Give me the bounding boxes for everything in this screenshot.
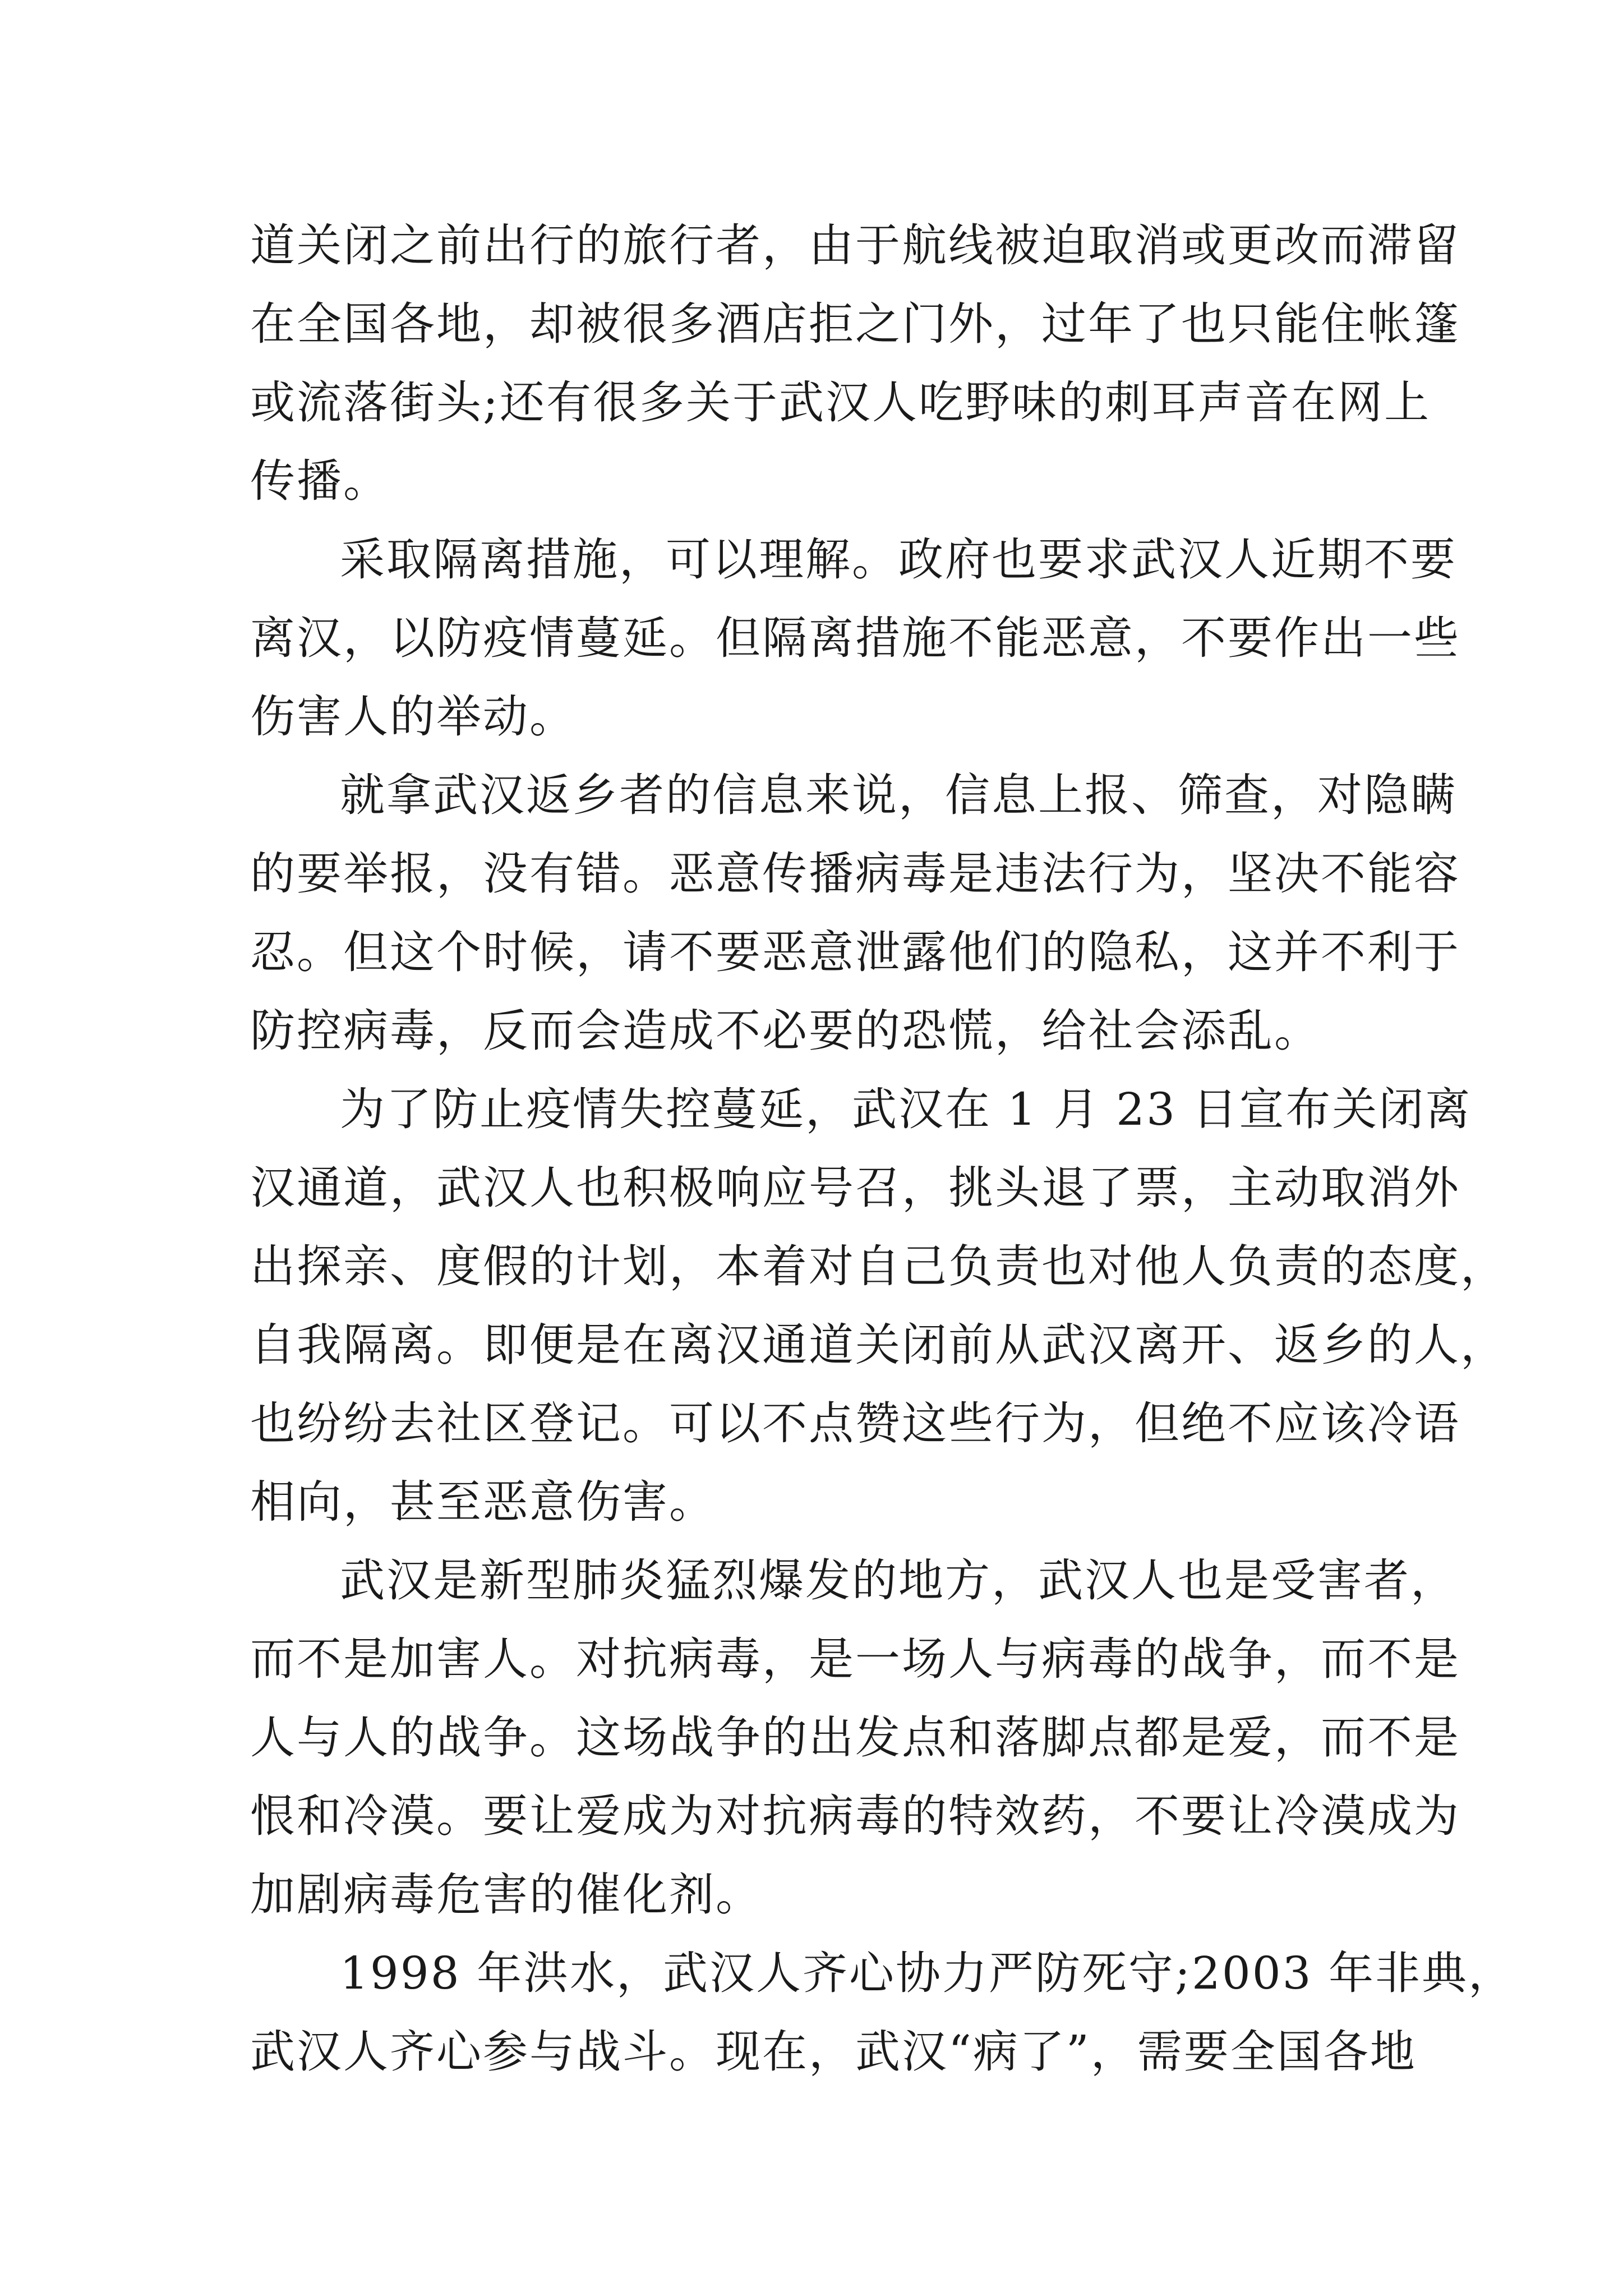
text-line: 采取隔离措施，可以理解。政府也要求武汉人近期不要 — [340, 533, 1457, 586]
document-body — [250, 206, 1515, 2091]
text-line: 也纷纷去社区登记。可以不点赞这些行为，但绝不应该冷语 — [250, 1397, 1460, 1450]
text-line: 在全国各地，却被很多酒店拒之门外，过年了也只能住帐篷 — [250, 298, 1460, 350]
text-line: 为了防止疫情失控蔓延，武汉在 1 月 23 日宣布关闭离 — [340, 1083, 1472, 1135]
text-line: 的要举报，没有错。恶意传播病毒是违法行为，坚决不能容 — [250, 848, 1460, 900]
text-line: 防控病毒，反而会造成不必要的恐慌，给社会添乱。 — [250, 1005, 1321, 1057]
paragraph — [250, 206, 1460, 521]
text-line: 恨和冷漠。要让爱成为对抗病毒的特效药，不要让冷漠成为 — [250, 1790, 1460, 1842]
text-line: 传播。 — [250, 455, 390, 507]
text-line: 武汉人齐心参与战斗。现在，武汉“病了”，需要全国各地 — [250, 2026, 1417, 2078]
paragraph — [250, 1934, 1515, 2091]
paragraph — [250, 756, 1460, 1070]
text-line: 加剧病毒危害的催化剂。 — [250, 1869, 762, 1921]
text-line: 或流落街头;还有很多关于武汉人吃野味的刺耳声音在网上 — [250, 376, 1431, 429]
text-line: 出探亲、度假的计划，本着对自己负责也对他人负责的态度， — [250, 1240, 1507, 1292]
text-line: 人与人的战争。这场战争的出发点和落脚点都是爱，而不是 — [250, 1711, 1460, 1764]
paragraph — [250, 1070, 1507, 1542]
text-line: 汉通道，武汉人也积极响应号召，挑头退了票，主动取消外 — [250, 1162, 1460, 1214]
text-line: 伤害人的举动。 — [250, 691, 576, 743]
text-line: 1998 年洪水，武汉人齐心协力严防死守;2003 年非典， — [340, 1947, 1515, 1999]
text-line: 离汉，以防疫情蔓延。但隔离措施不能恶意，不要作出一些 — [250, 612, 1460, 664]
text-line: 道关闭之前出行的旅行者，由于航线被迫取消或更改而滞留 — [250, 219, 1460, 272]
paragraph — [250, 1542, 1460, 1934]
text-line: 而不是加害人。对抗病毒，是一场人与病毒的战争，而不是 — [250, 1633, 1460, 1685]
text-line: 自我隔离。即便是在离汉通道关闭前从武汉离开、返乡的人， — [250, 1319, 1507, 1371]
paragraph — [250, 521, 1460, 756]
text-line: 忍。但这个时候，请不要恶意泄露他们的隐私，这并不利于 — [250, 926, 1460, 978]
text-line: 武汉是新型肺炎猛烈爆发的地方，武汉人也是受害者， — [340, 1554, 1457, 1607]
text-line: 相向，甚至恶意伤害。 — [250, 1476, 716, 1528]
text-line: 就拿武汉返乡者的信息来说，信息上报、筛查，对隐瞒 — [340, 769, 1457, 821]
